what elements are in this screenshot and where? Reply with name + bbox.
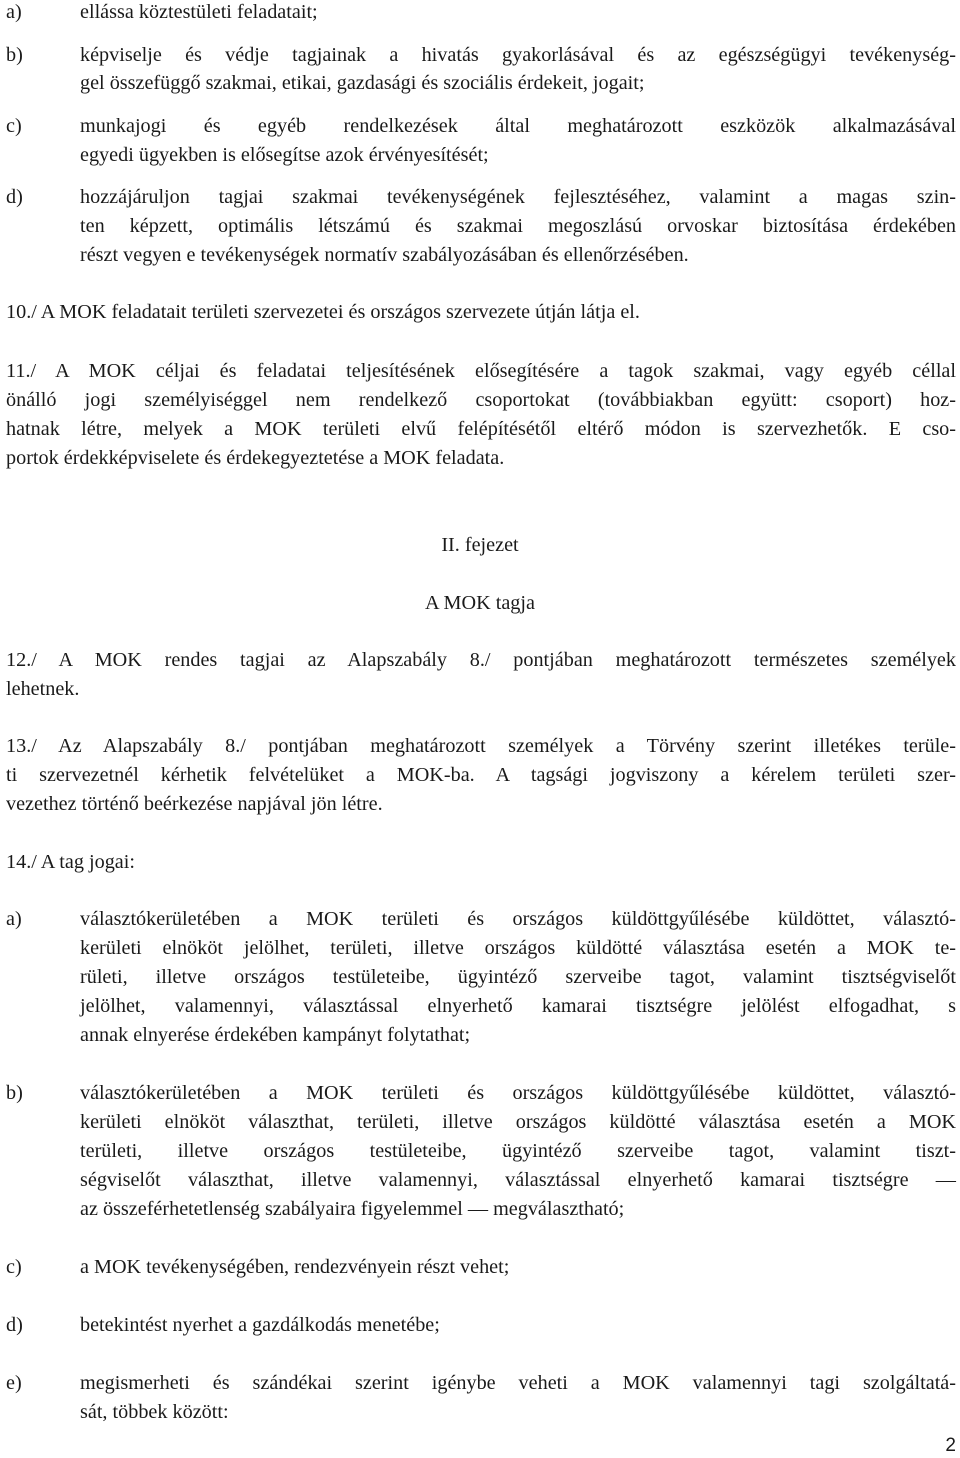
chapter-title: A MOK tagja [425, 592, 535, 614]
rights-marker-d: d) [6, 1314, 23, 1336]
list-marker-a: a) [6, 1, 22, 23]
item-b-line-1: képviselje és védje tagjainak a hivatás gyakorlásával és az egészségügyi tevékenység- [80, 44, 956, 66]
list-marker-c: c) [6, 115, 22, 137]
list-marker-b: b) [6, 44, 23, 66]
item-a-text: ellássa köztestületi feladatait; [80, 1, 318, 23]
rights-marker-e: e) [6, 1372, 22, 1394]
rights-b-line-1: választókerületében a MOK területi és országos küldöttgyűlésébe küldöttet, választó- [80, 1082, 956, 1104]
item-c-line-1: munkajogi és egyéb rendelkezések által meghatározott eszközök alkalmazásával [80, 115, 956, 137]
rights-marker-b: b) [6, 1082, 23, 1104]
chapter-number: II. fejezet [441, 534, 519, 556]
page-number: 2 [945, 1435, 956, 1456]
rights-a-line-2: kerületi elnököt jelölhet, területi, illetve országos küldötté választása esetén a MOK te- [80, 937, 956, 959]
rights-b-line-2: kerületi elnököt választhat, területi, illetve országos küldötté választása esetén a MOK [80, 1111, 956, 1133]
item-b-line-2: gel összefüggő szakmai, etikai, gazdasági és szociális érdekeit, jogait; [80, 72, 645, 94]
paragraph-14: 14./ A tag jogai: [6, 851, 135, 873]
rights-d-text: betekintést nyerhet a gazdálkodás menetébe; [80, 1314, 440, 1336]
paragraph-12-line-1: 12./ A MOK rendes tagjai az Alapszabály 8./ pontjában meghatározott természetes személyek [6, 649, 956, 671]
list-marker-d: d) [6, 186, 23, 208]
rights-e-line-1: megismerheti és szándékai szerint igénybe veheti a MOK valamennyi tagi szolgáltatá- [80, 1372, 956, 1394]
rights-b-line-3: területi, illetve országos testületeibe, ügyintéző szerveibe tagot, valamint tiszt- [80, 1140, 956, 1162]
paragraph-13-line-1: 13./ Az Alapszabály 8./ pontjában meghatározott személyek a Törvény szerint illetékes terüle- [6, 735, 956, 757]
paragraph-12-line-2: lehetnek. [6, 678, 80, 700]
paragraph-11-line-4: portok érdekképviselete és érdekegyeztetése a MOK feladata. [6, 447, 505, 469]
item-d-line-3: részt vegyen e tevékenységek normatív szabályozásában és ellenőrzésében. [80, 244, 689, 266]
rights-marker-c: c) [6, 1256, 22, 1278]
paragraph-10: 10./ A MOK feladatait területi szervezetei és országos szervezete útján látja el. [6, 301, 640, 323]
paragraph-11-line-3: hatnak létre, melyek a MOK területi elvű felépítésétől eltérő módon is szervezhetők. E cso- [6, 418, 956, 440]
paragraph-11-line-1: 11./ A MOK céljai és feladatai teljesítésének elősegítésére a tagok szakmai, vagy egyéb céllal [6, 360, 956, 382]
item-d-line-1: hozzájáruljon tagjai szakmai tevékenységének fejlesztéséhez, valamint a magas szin- [80, 186, 956, 208]
rights-a-line-1: választókerületében a MOK területi és országos küldöttgyűlésébe küldöttet, választó- [80, 908, 956, 930]
rights-a-line-4: jelölhet, valamennyi, választással elnyerhető kamarai tisztségre jelölést elfogadhat, s [80, 995, 956, 1017]
paragraph-13-line-2: ti szervezetnél kérhetik felvételüket a MOK-ba. A tagsági jogviszony a kérelem területi szer- [6, 764, 956, 786]
rights-marker-a: a) [6, 908, 22, 930]
rights-c-text: a MOK tevékenységében, rendezvényein részt vehet; [80, 1256, 510, 1278]
rights-e-line-2: sát, többek között: [80, 1401, 229, 1423]
paragraph-13-line-3: vezethez történő beérkezése napjával jön létre. [6, 793, 383, 815]
item-c-line-2: egyedi ügyekben is elősegítse azok érvényesítését; [80, 144, 489, 166]
rights-b-line-4: ségviselőt választhat, illetve valamennyi, választással elnyerhető kamarai tisztségre — [80, 1169, 956, 1191]
rights-a-line-3: rületi, illetve országos testületeibe, ügyintéző szerveibe tagot, valamint tisztségviselőt [80, 966, 956, 988]
paragraph-11-line-2: önálló jogi személyiséggel nem rendelkező csoportokat (továbbiakban együtt: csoport) hoz- [6, 389, 956, 411]
item-d-line-2: ten képzett, optimális létszámú és szakmai megoszlású orvoskar biztosítása érdekében [80, 215, 956, 237]
rights-a-line-5: annak elnyerése érdekében kampányt folytathat; [80, 1024, 471, 1046]
rights-b-line-5: az összeférhetetlenség szabályaira figyelemmel — megválasztható; [80, 1198, 625, 1220]
